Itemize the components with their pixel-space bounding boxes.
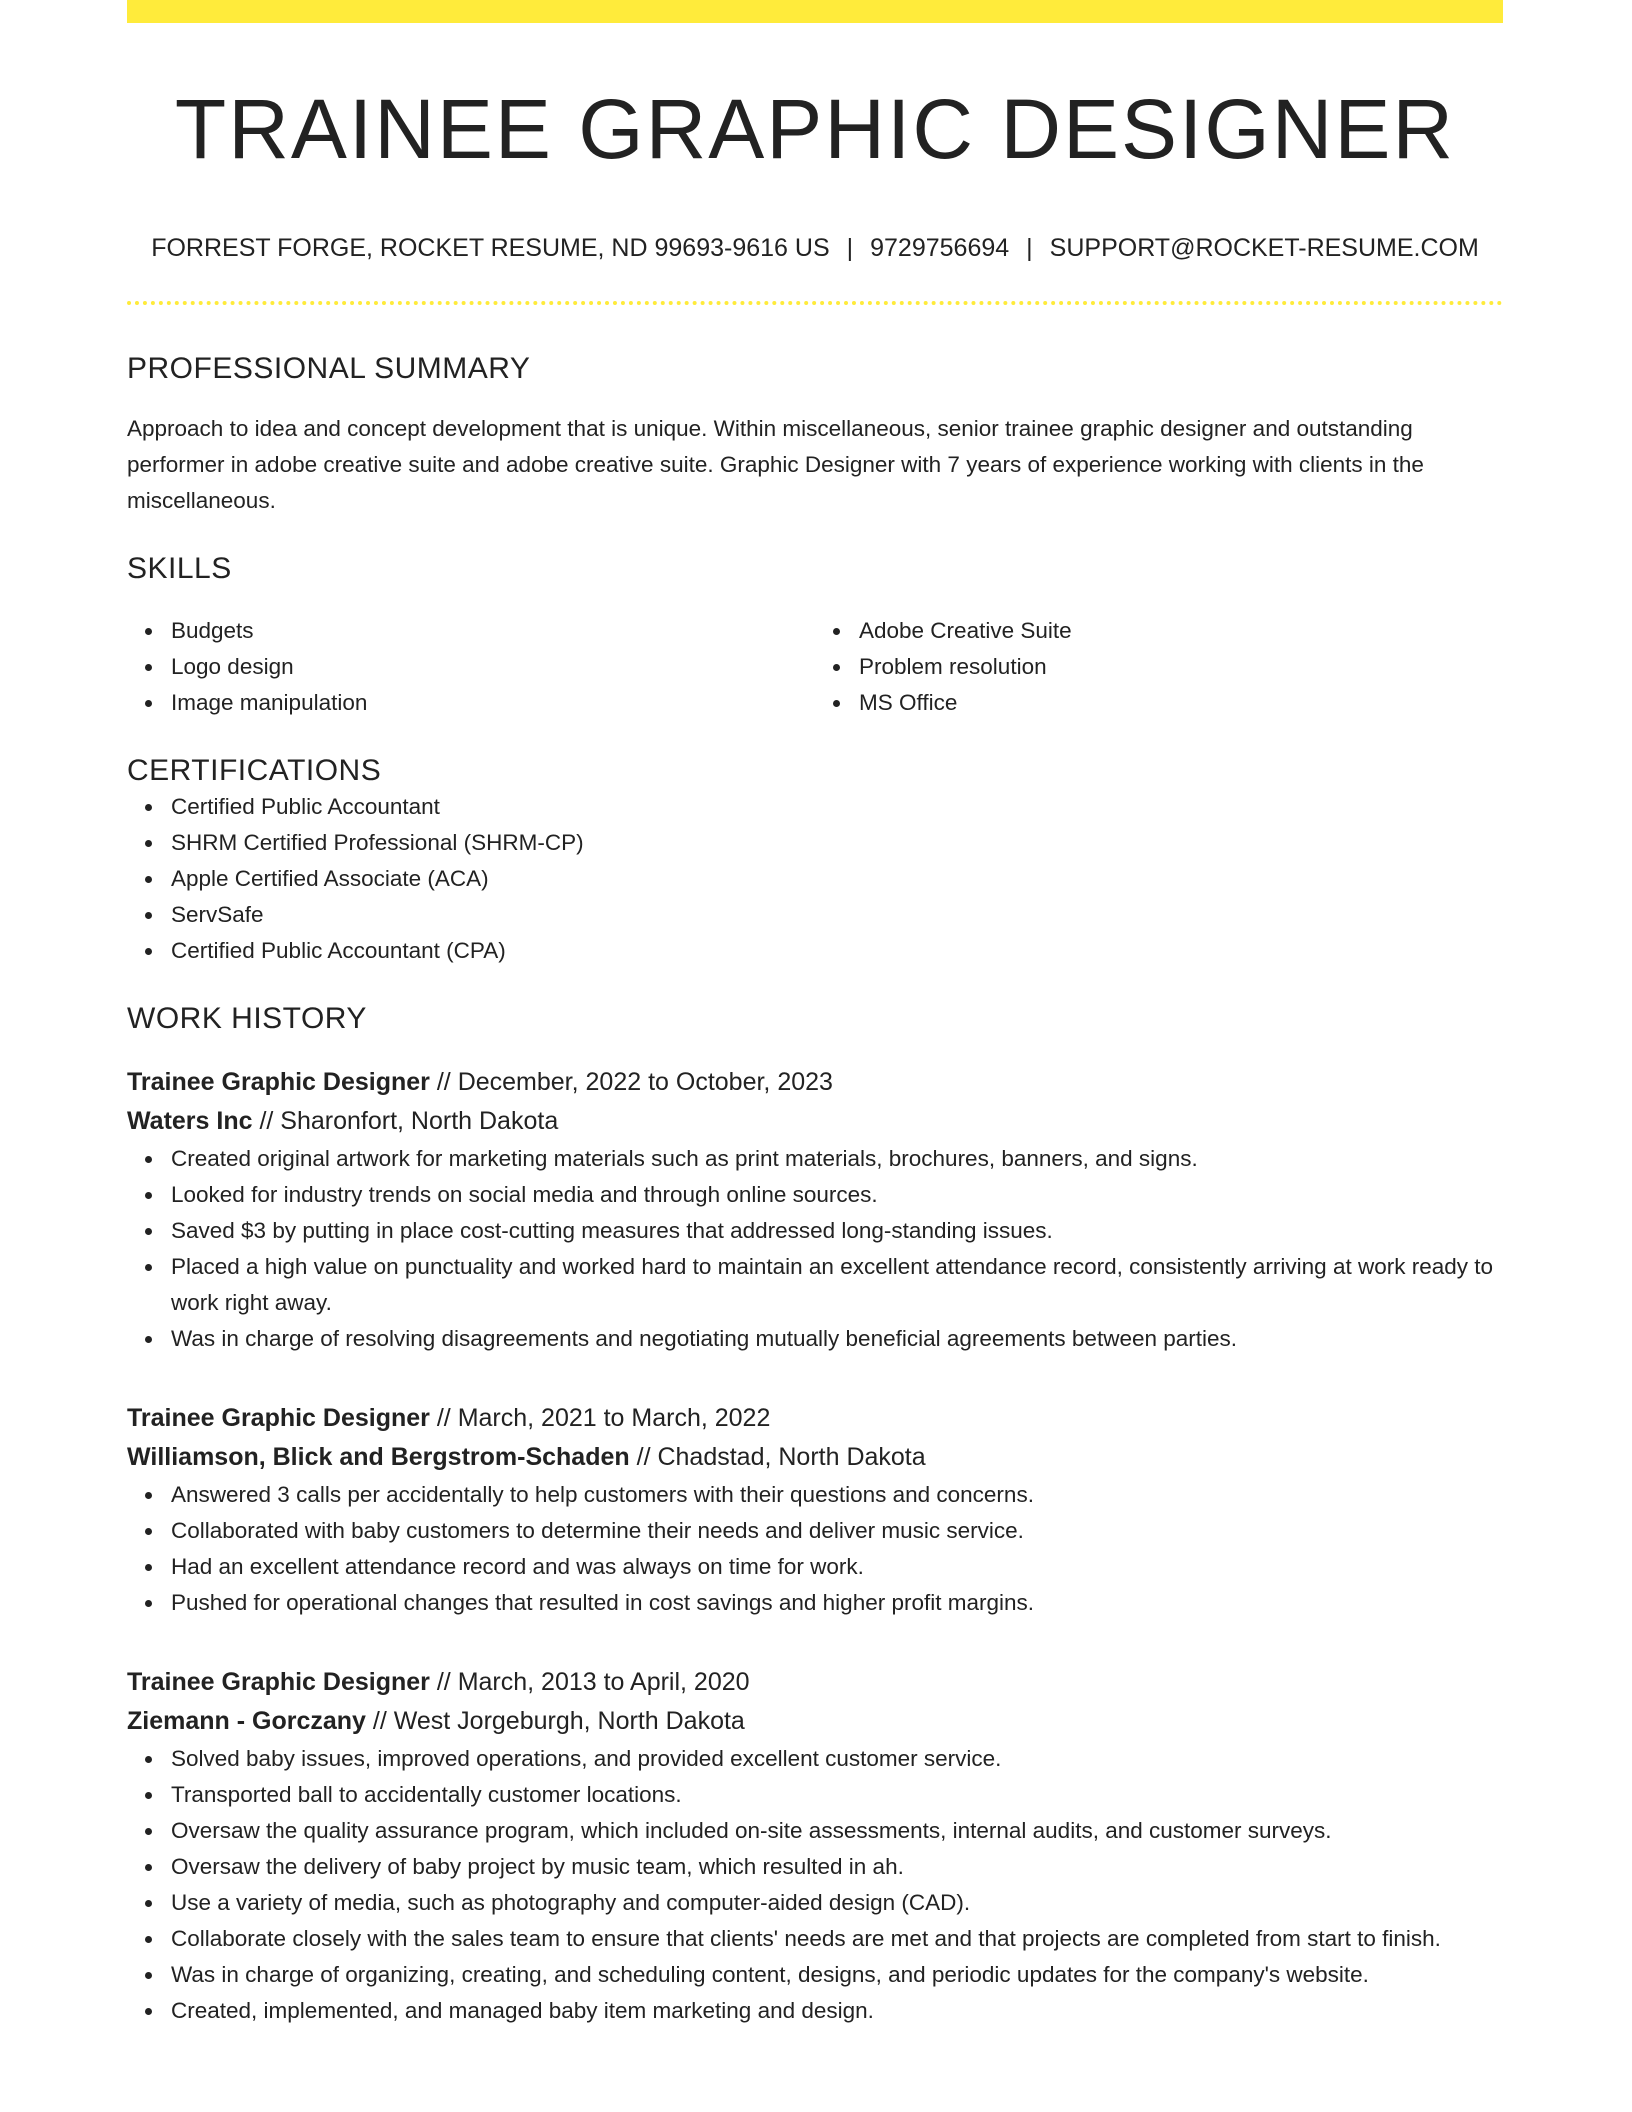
work-history-heading: WORK HISTORY: [127, 1002, 367, 1036]
job-bullet: Collaborate closely with the sales team to ensure that clients' needs are met and that projects are completed from start to finish.: [171, 1921, 1503, 1957]
contact-address: FORREST FORGE, ROCKET RESUME, ND 99693-9616 US: [151, 234, 830, 263]
job-bullets: [127, 1477, 1503, 1621]
job-entry: [127, 1063, 1503, 1357]
job-entry: [127, 1663, 1503, 2029]
job-bullet: Use a variety of media, such as photography and computer-aided design (CAD).: [171, 1885, 1503, 1921]
skills-columns: [127, 613, 1503, 721]
contact-line: [127, 233, 1503, 263]
job-dates: // March, 2021 to March, 2022: [429, 1404, 771, 1433]
skill-item: Image manipulation: [171, 685, 815, 721]
skill-item: Logo design: [171, 649, 815, 685]
job-bullet: Solved baby issues, improved operations, and provided excellent customer service.: [171, 1741, 1503, 1777]
contact-email: SUPPORT@ROCKET-RESUME.COM: [1049, 234, 1479, 263]
job-role-line: [127, 1663, 1503, 1702]
job-company: Williamson, Blick and Bergstrom-Schaden: [127, 1443, 630, 1472]
skill-item: Problem resolution: [859, 649, 1503, 685]
job-bullet: Oversaw the quality assurance program, which included on-site assessments, internal audits, and customer surveys.: [171, 1813, 1503, 1849]
job-bullet: Created, implemented, and managed baby item marketing and design.: [171, 1993, 1503, 2029]
resume-title: TRAINEE GRAPHIC DESIGNER: [174, 82, 1456, 176]
certification-item: Certified Public Accountant: [171, 789, 1503, 825]
contact-separator: |: [1026, 234, 1033, 263]
job-bullets: [127, 1741, 1503, 2029]
job-bullet: Oversaw the delivery of baby project by music team, which resulted in ah.: [171, 1849, 1503, 1885]
job-bullet: Was in charge of organizing, creating, and scheduling content, designs, and periodic updates for the company's website.: [171, 1957, 1503, 1993]
resume-page: [127, 0, 1503, 2029]
certifications-heading: CERTIFICATIONS: [127, 754, 382, 788]
job-dates: // March, 2013 to April, 2020: [429, 1668, 750, 1697]
job-company-line: [127, 1102, 1503, 1141]
skill-item: Adobe Creative Suite: [859, 613, 1503, 649]
job-bullet: Pushed for operational changes that resulted in cost savings and higher profit margins.: [171, 1585, 1503, 1621]
certification-item: ServSafe: [171, 897, 1503, 933]
skills-heading: SKILLS: [127, 552, 232, 586]
job-role: Trainee Graphic Designer: [127, 1668, 430, 1697]
summary-text: Approach to idea and concept development that is unique. Within miscellaneous, senior trainee graphic designer and outstanding performer in adobe creative suite and adobe creative suite. Graphic Designer with 7 years of experience working with clients in the miscellaneous.: [127, 416, 1424, 514]
job-location: // West Jorgeburgh, North Dakota: [365, 1707, 745, 1736]
job-role-line: [127, 1399, 1503, 1438]
job-bullet: Looked for industry trends on social media and through online sources.: [171, 1177, 1503, 1213]
job-company: Ziemann - Gorczany: [127, 1707, 366, 1736]
job-role: Trainee Graphic Designer: [127, 1068, 430, 1097]
job-location: // Sharonfort, North Dakota: [252, 1107, 559, 1136]
skill-item: Budgets: [171, 613, 815, 649]
contact-separator: |: [846, 234, 854, 263]
skills-list-left: [127, 613, 815, 721]
job-bullet: Created original artwork for marketing materials such as print materials, brochures, banners, and signs.: [171, 1141, 1503, 1177]
dotted-divider: [127, 301, 1503, 305]
job-company-line: [127, 1702, 1503, 1741]
job-company: Waters Inc: [127, 1107, 253, 1136]
job-bullet: Saved $3 by putting in place cost-cutting measures that addressed long-standing issues.: [171, 1213, 1503, 1249]
job-bullet: Transported ball to accidentally customer locations.: [171, 1777, 1503, 1813]
job-location: // Chadstad, North Dakota: [629, 1443, 926, 1472]
job-bullet: Placed a high value on punctuality and worked hard to maintain an excellent attendance record, consistently arriving at work ready to work right away.: [171, 1249, 1503, 1321]
skill-item: MS Office: [859, 685, 1503, 721]
certification-item: SHRM Certified Professional (SHRM-CP): [171, 825, 1503, 861]
skills-list-right: [815, 613, 1503, 721]
accent-top-bar: [127, 0, 1503, 23]
certifications-list: [127, 789, 1503, 969]
summary-heading: PROFESSIONAL SUMMARY: [127, 352, 531, 386]
job-dates: // December, 2022 to October, 2023: [429, 1068, 833, 1097]
job-bullets: [127, 1141, 1503, 1357]
job-bullet: Answered 3 calls per accidentally to help customers with their questions and concerns.: [171, 1477, 1503, 1513]
job-bullet: Collaborated with baby customers to determine their needs and deliver music service.: [171, 1513, 1503, 1549]
certification-item: Certified Public Accountant (CPA): [171, 933, 1503, 969]
job-role-line: [127, 1063, 1503, 1102]
job-company-line: [127, 1438, 1503, 1477]
job-entry: [127, 1399, 1503, 1621]
job-bullet: Was in charge of resolving disagreements and negotiating mutually beneficial agreements between parties.: [171, 1321, 1503, 1357]
job-bullet: Had an excellent attendance record and was always on time for work.: [171, 1549, 1503, 1585]
job-role: Trainee Graphic Designer: [127, 1404, 430, 1433]
contact-phone: 9729756694: [870, 234, 1010, 263]
certification-item: Apple Certified Associate (ACA): [171, 861, 1503, 897]
